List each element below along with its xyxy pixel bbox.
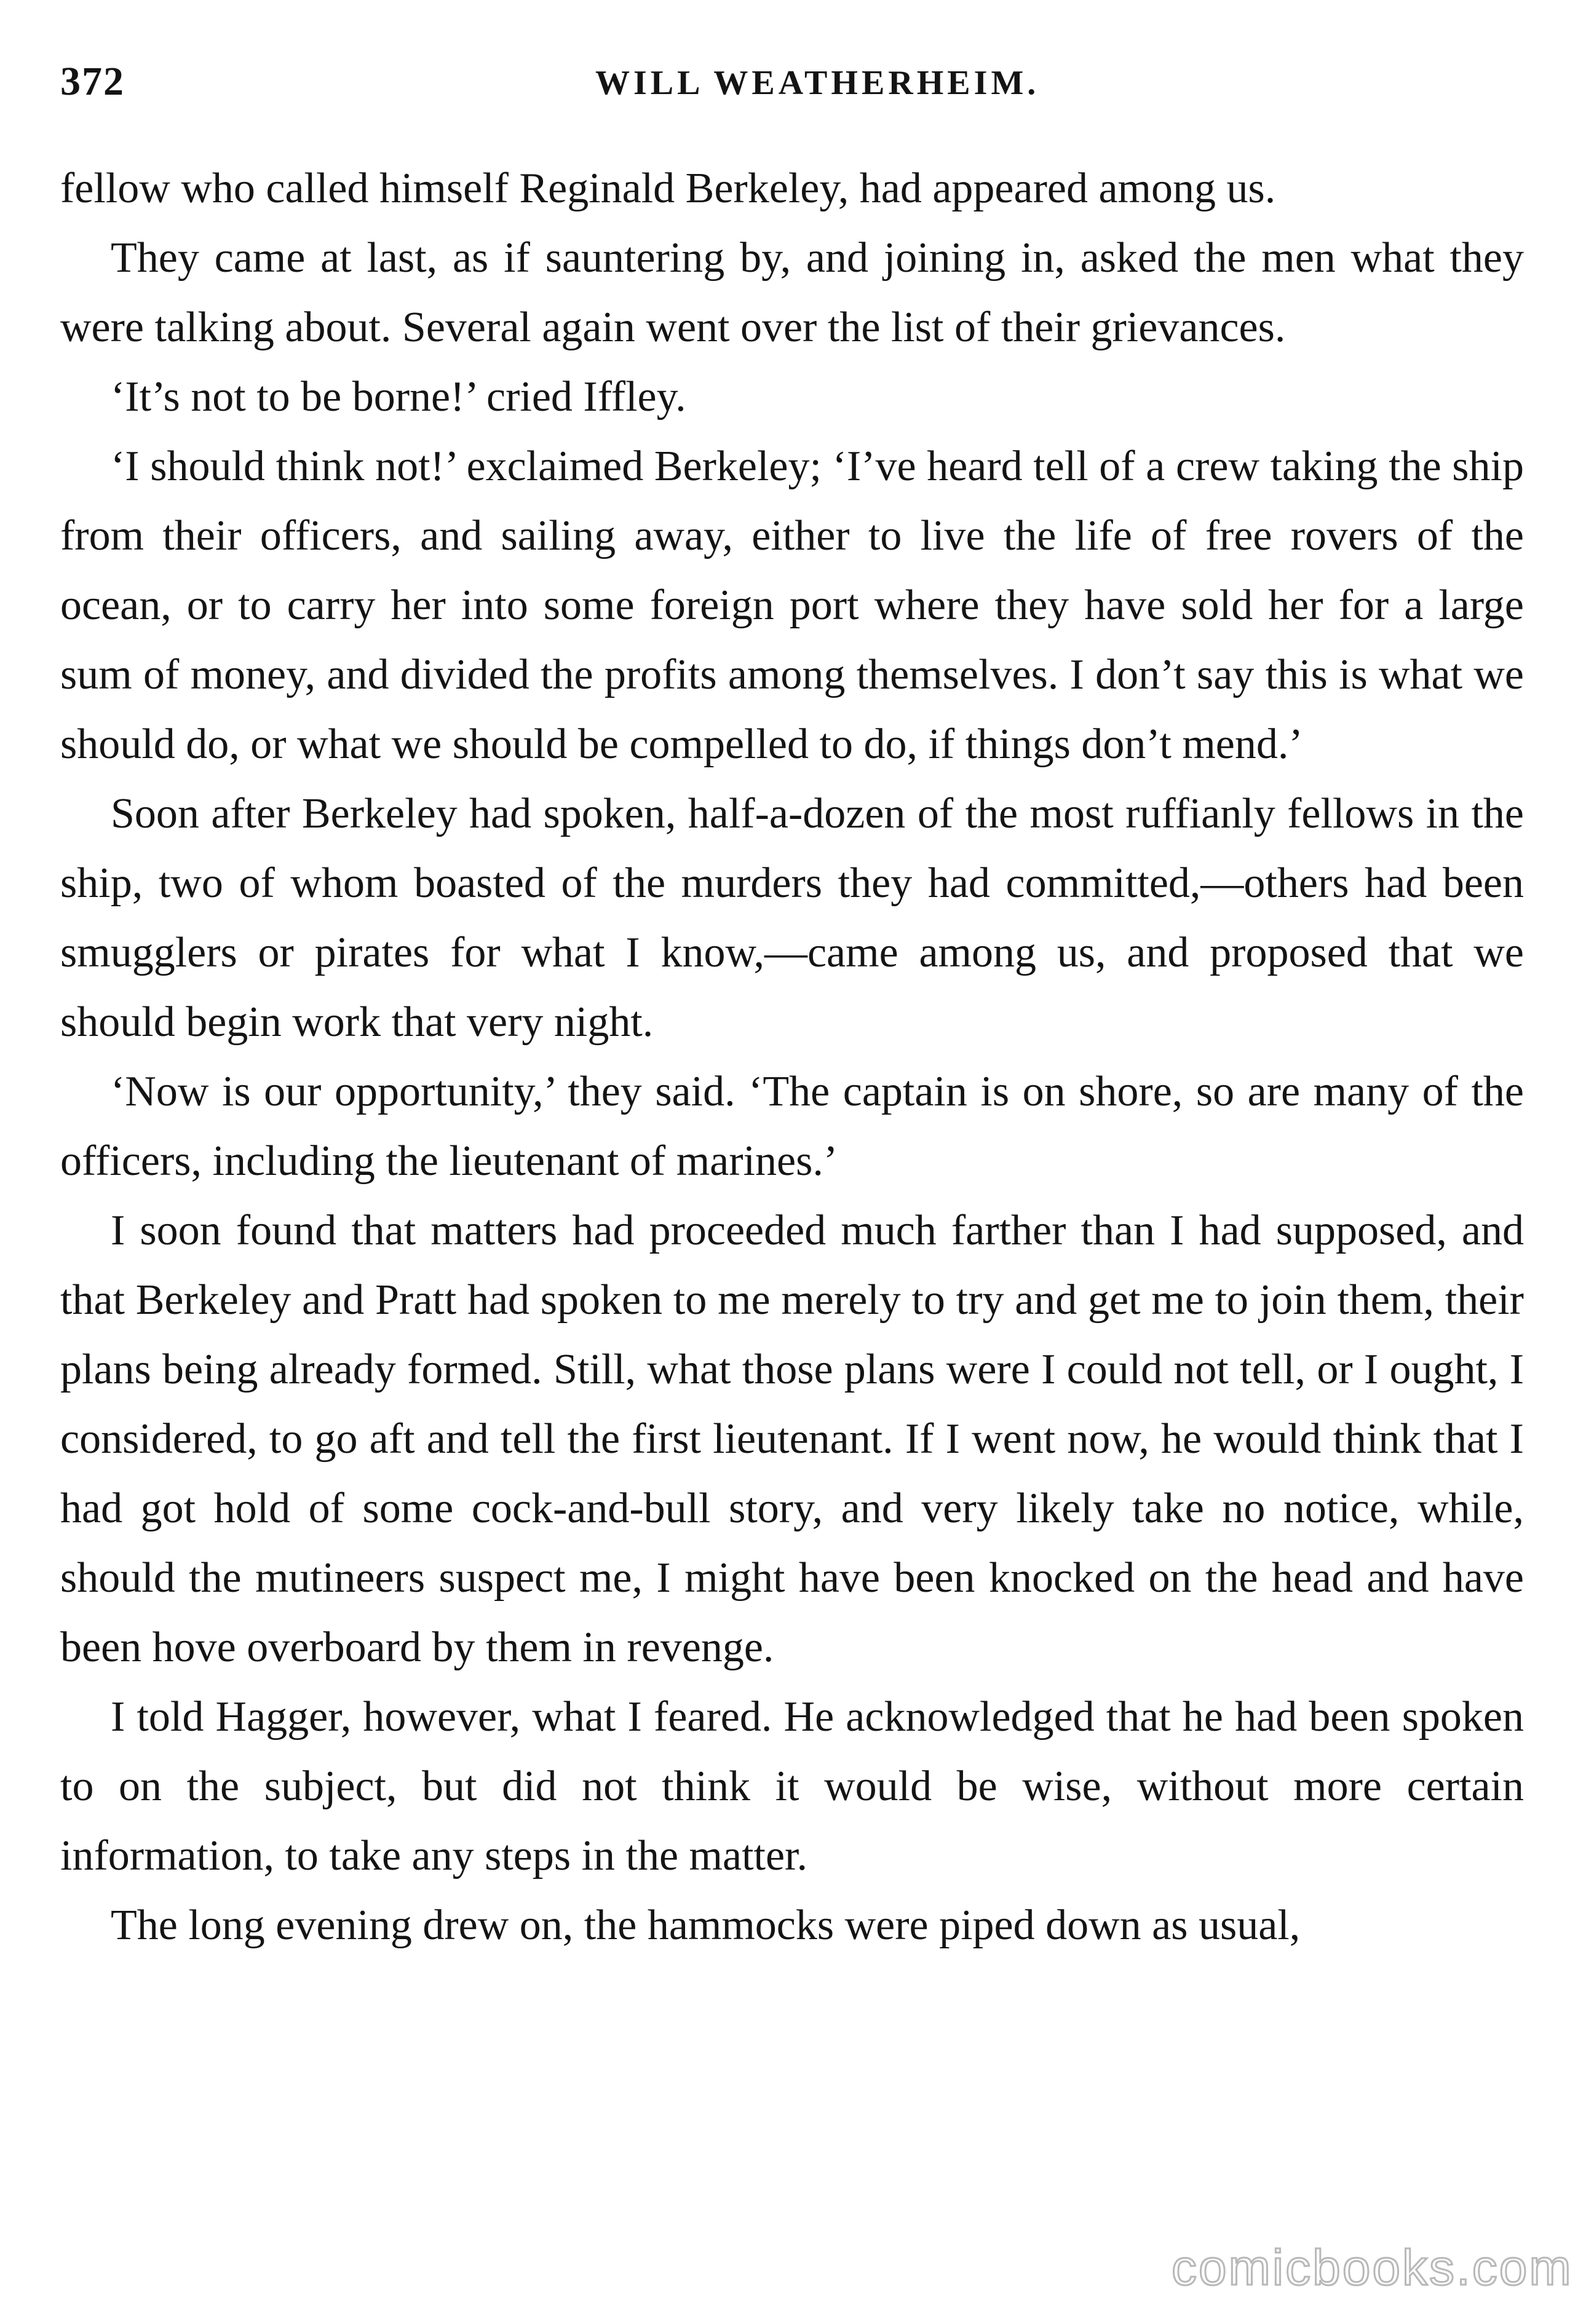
- paragraph: fellow who called himself Reginald Berkeley, had appeared among us.: [60, 165, 1276, 212]
- paragraph: ‘It’s not to be borne!’ cried Iffley.: [111, 373, 686, 421]
- paragraph: I soon found that matters had proceeded much farther than I had supposed, and that Berkeley and Pratt had spoken to me merely to try and get me to join them, their plans being already formed. Still, what those plans were I could not tell, or I ought, I considered, to go aft and tell the first lieutenant. If I went now, he would think that I had got hold of some cock-and-bull story, and very likely take no notice, while, should the mutineers suspect me, I might have been knocked on the head and have been hove overboard by them in revenge.: [60, 1207, 1524, 1671]
- page-number: 372: [60, 59, 125, 104]
- paragraph: Soon after Berkeley had spoken, half-a-dozen of the most ruffianly fellows in the ship, two of whom boasted of the murders they had committed,—others had been smugglers or pirates for what I know,—came among us, and proposed that we should begin work that very night.: [60, 790, 1524, 1046]
- body-text: [60, 154, 1524, 1960]
- watermark: comicbooks.com: [1172, 2240, 1573, 2296]
- running-title: WILL WEATHERHEIM.: [595, 64, 1040, 102]
- paragraph: They came at last, as if sauntering by, and joining in, asked the men what they were talking about. Several again went over the list of their grievances.: [60, 234, 1524, 351]
- paragraph: ‘Now is our opportunity,’ they said. ‘The captain is on shore, so are many of the officers, including the lieutenant of marines.’: [60, 1068, 1524, 1185]
- paragraph: The long evening drew on, the hammocks were piped down as usual,: [111, 1902, 1301, 1949]
- paragraph: I told Hagger, however, what I feared. He acknowledged that he had been spoken to on the subject, but did not think it would be wise, without more certain information, to take any steps in the matter.: [60, 1693, 1524, 1879]
- paragraph: ‘I should think not!’ exclaimed Berkeley; ‘I’ve heard tell of a crew taking the ship from their officers, and sailing away, either to live the life of free rovers of the ocean, or to carry her into some foreign port where they have sold her for a large sum of money, and divided the profits among themselves. I don’t say this is what we should do, or what we should be compelled to do, if things don’t mend.’: [60, 443, 1524, 768]
- page-header: [60, 58, 1524, 114]
